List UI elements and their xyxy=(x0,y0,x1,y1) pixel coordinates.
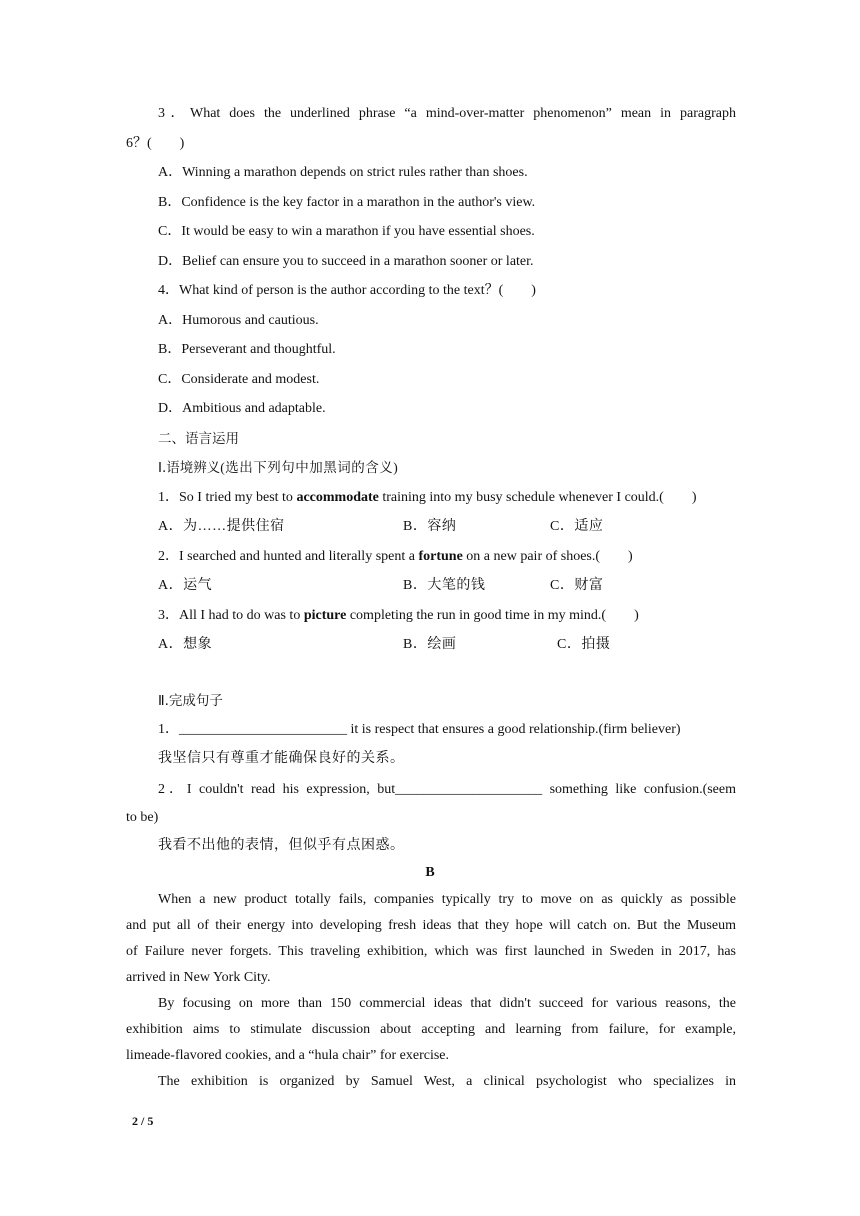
vocab-item-3-option-a: A．想象 xyxy=(158,637,213,652)
vocab-item-1-keyword: accommodate xyxy=(296,490,379,505)
part-1-note: (选出下列句中加黑词的含义) xyxy=(220,460,399,475)
sentence-1-chinese: 我坚信只有尊重才能确保良好的关系。 xyxy=(158,751,405,766)
vocab-item-2-pre: 2．I searched and hunted and literally spent a xyxy=(158,549,419,564)
vocab-item-2 xyxy=(158,547,633,567)
passage-p1-line-3: of Failure never forgets. This traveling exhibition, which was first launched in Sweden in 2017, has xyxy=(126,944,736,959)
vocab-item-3 xyxy=(158,606,639,626)
vocab-item-3-post: completing the run in good time in my mind.( ) xyxy=(346,608,639,623)
sentence-1-english: 1．________________________ it is respect that ensures a good relationship.(firm believer) xyxy=(158,722,681,737)
sentence-2-english-cont: to be) xyxy=(126,810,159,825)
passage-p2-line-1: By focusing on more than 150 commercial ideas that didn't succeed for various reasons, the xyxy=(158,996,736,1011)
vocab-item-1-pre: 1．So I tried my best to xyxy=(158,490,297,505)
vocab-item-1-post: training into my busy schedule whenever I could.( ) xyxy=(378,490,697,505)
section-heading: 二、语言运用 xyxy=(158,431,239,447)
question-4-option-a: A．Humorous and cautious. xyxy=(158,313,319,328)
passage-p1-line-2: and put all of their energy into developing fresh ideas that they hope will catch on. But the Museum xyxy=(126,918,736,933)
passage-p1-line-1: When a new product totally fails, companies typically try to move on as quickly as possible xyxy=(158,892,736,907)
question-3-option-a: A．Winning a marathon depends on strict rules rather than shoes. xyxy=(158,165,528,180)
question-4-option-b: B．Perseverant and thoughtful. xyxy=(158,342,336,357)
vocab-item-2-keyword: fortune xyxy=(418,549,463,564)
vocab-item-2-option-a: A．运气 xyxy=(158,578,213,593)
vocab-item-1-option-b: B．容纳 xyxy=(403,519,457,534)
question-3-option-c: C．It would be easy to win a marathon if you have essential shoes. xyxy=(158,224,535,239)
part-2-title: Ⅱ.完成句子 xyxy=(158,693,223,709)
vocab-item-3-pre: 3．All I had to do was to xyxy=(158,608,304,623)
sentence-2-english: 2．I couldn't read his expression, but_____________________ something like confusion.(seem xyxy=(158,782,736,797)
sentence-2-chinese: 我看不出他的表情，但似乎有点困惑。 xyxy=(158,838,405,853)
part-1-heading xyxy=(158,458,398,479)
question-3-option-d: D．Belief can ensure you to succeed in a marathon sooner or later. xyxy=(158,254,534,269)
question-4-stem: 4．What kind of person is the author according to the text？( ) xyxy=(158,283,536,298)
page-number: 2 / 5 xyxy=(132,1114,154,1128)
vocab-item-3-option-b: B．绘画 xyxy=(403,637,457,652)
question-3-stem-cont: 6？( ) xyxy=(126,136,185,151)
question-3-option-b: B．Confidence is the key factor in a marathon in the author's view. xyxy=(158,195,536,210)
passage-p2-line-2: exhibition aims to stimulate discussion about accepting and learning from failure, for example, xyxy=(126,1022,736,1037)
part-1-title: Ⅰ.语境辨义 xyxy=(158,460,221,476)
vocab-item-1-option-c: C．适应 xyxy=(550,519,604,534)
question-3-stem: 3．What does the underlined phrase “a mind-over-matter phenomenon” mean in paragraph xyxy=(158,106,736,121)
passage-p1-line-4: arrived in New York City. xyxy=(126,970,271,985)
vocab-item-3-option-c: C．拍摄 xyxy=(557,637,611,652)
passage-p2-line-3: limeade-flavored cookies, and a “hula chair” for exercise. xyxy=(126,1048,449,1063)
vocab-item-2-post: on a new pair of shoes.( ) xyxy=(462,549,633,564)
question-4-option-c: C．Considerate and modest. xyxy=(158,372,320,387)
passage-p3-line-1: The exhibition is organized by Samuel West, a clinical psychologist who specializes in xyxy=(158,1074,736,1089)
vocab-item-3-keyword: picture xyxy=(303,608,347,623)
question-4-option-d: D．Ambitious and adaptable. xyxy=(158,401,326,416)
vocab-item-1 xyxy=(158,488,697,508)
vocab-item-1-option-a: A．为……提供住宿 xyxy=(158,519,285,534)
passage-label: B xyxy=(425,865,435,880)
vocab-item-2-option-c: C．财富 xyxy=(550,578,604,593)
vocab-item-2-option-b: B．大笔的钱 xyxy=(403,578,486,593)
